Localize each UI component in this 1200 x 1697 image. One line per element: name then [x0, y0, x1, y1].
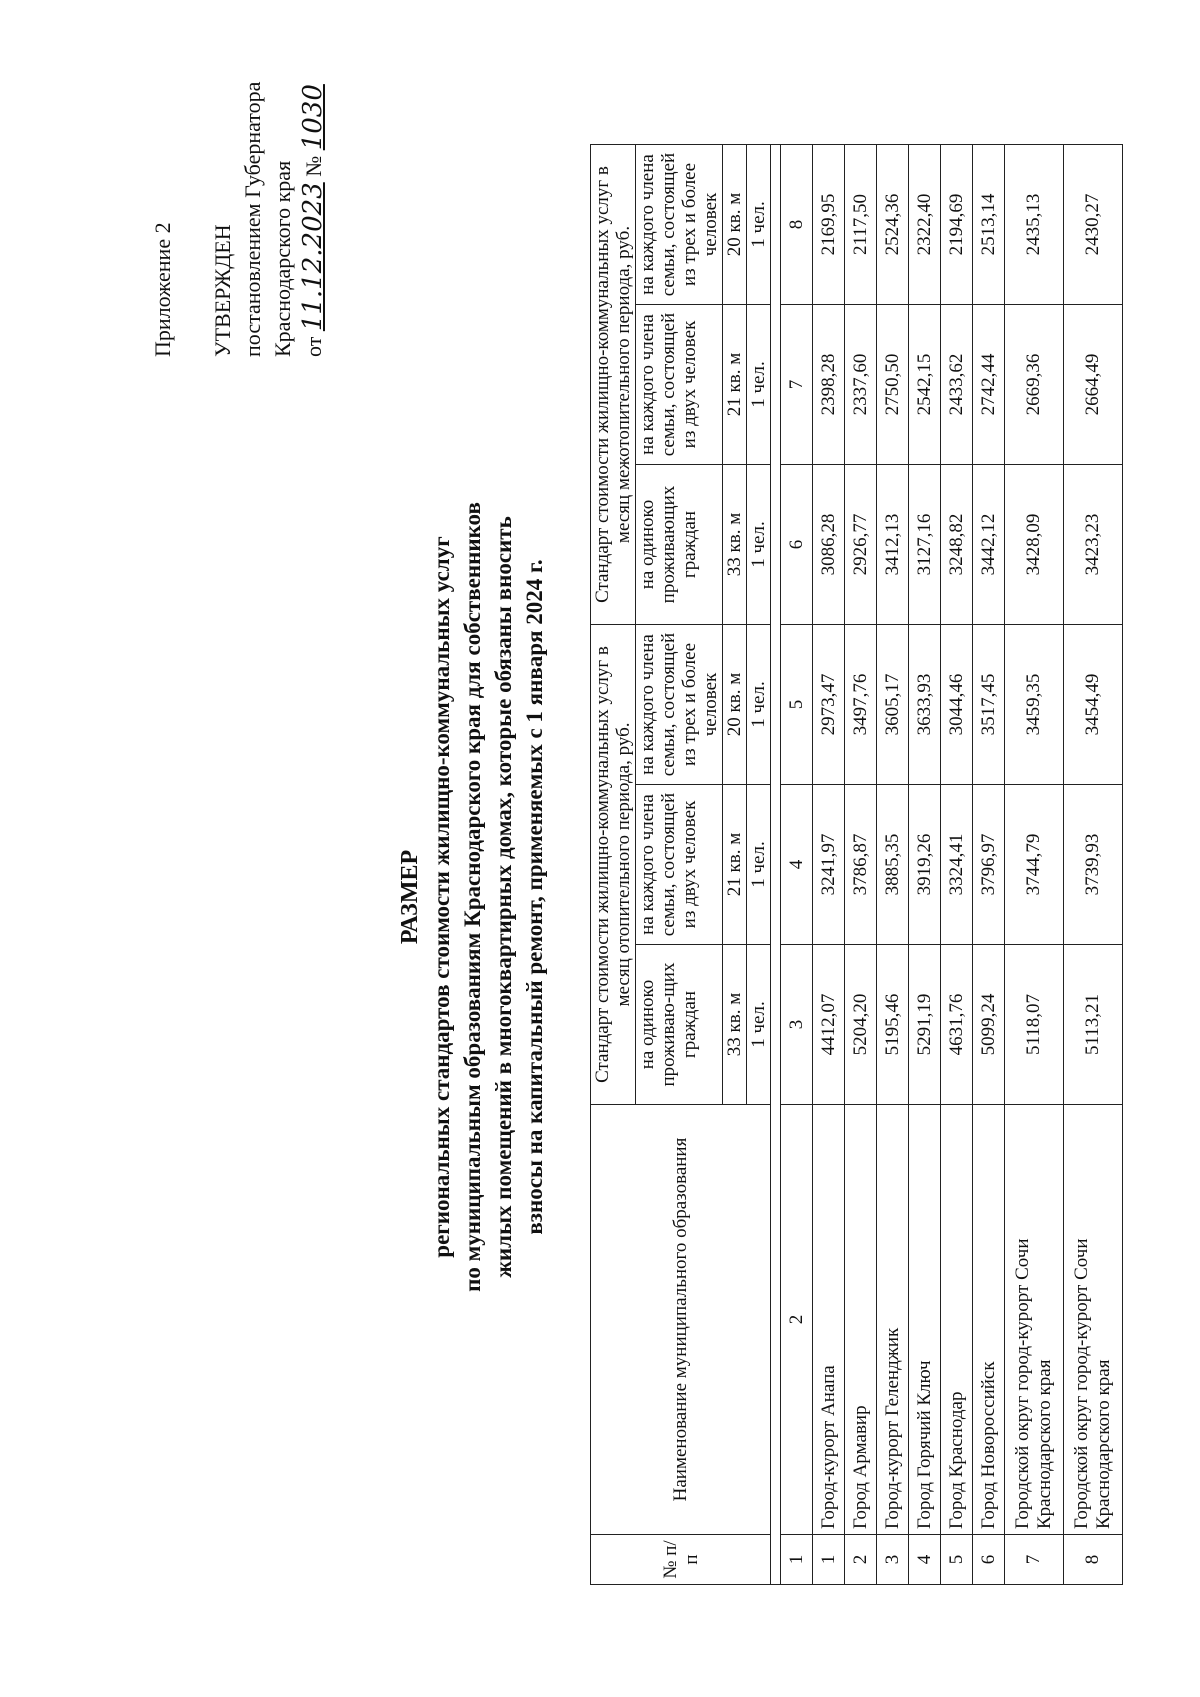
approval-block — [148, 17, 329, 357]
header-area: 33 кв. м — [723, 465, 747, 625]
row-number: 5 — [941, 1535, 973, 1585]
value-cell: 2669,36 — [1005, 305, 1064, 465]
column-index: 1 — [781, 1535, 813, 1585]
value-cell: 5118,07 — [1005, 945, 1064, 1105]
row-number: 1 — [813, 1535, 845, 1585]
municipality-name: Город Краснодар — [941, 1105, 973, 1535]
value-cell: 3044,46 — [941, 625, 973, 785]
value-cell: 5099,24 — [973, 945, 1005, 1105]
value-cell: 3605,17 — [877, 625, 909, 785]
heading-line-4: взносы на капитальный ремонт, применяемых с 1 января 2024 г. — [522, 559, 547, 1235]
value-cell: 5195,46 — [877, 945, 909, 1105]
value-cell: 2973,47 — [813, 625, 845, 785]
value-cell: 5291,19 — [909, 945, 941, 1105]
value-cell: 3786,87 — [845, 785, 877, 945]
value-cell: 2169,95 — [813, 144, 845, 304]
value-cell: 2322,40 — [909, 144, 941, 304]
value-cell: 3248,82 — [941, 465, 973, 625]
approval-line-2: Краснодарского края — [270, 160, 295, 357]
table-row — [813, 144, 845, 1584]
row-number: 6 — [973, 1535, 1005, 1585]
document-heading — [395, 237, 550, 1557]
header-person: 1 чел. — [747, 945, 771, 1105]
value-cell: 3744,79 — [1005, 785, 1064, 945]
table-row — [1005, 144, 1064, 1584]
municipality-name: Город-курорт Анапа — [813, 1105, 845, 1535]
header-two-persons: на каждого члена семьи, состоящей из двух человек — [636, 785, 723, 945]
row-number: 8 — [1064, 1535, 1123, 1585]
value-cell: 3423,23 — [1064, 465, 1123, 625]
header-area: 21 кв. м — [723, 785, 747, 945]
heading-line-3: жилых помещений в многоквартирных домах, которые обязаны вносить — [491, 516, 516, 1278]
value-cell: 3454,49 — [1064, 625, 1123, 785]
value-cell: 2542,15 — [909, 305, 941, 465]
header-three-persons: на каждого члена семьи, состоящей из трех и более человек — [636, 144, 723, 304]
header-single: на одиноко проживающих граждан — [636, 465, 723, 625]
header-person: 1 чел. — [747, 785, 771, 945]
column-index: 3 — [781, 945, 813, 1105]
column-index: 2 — [781, 1105, 813, 1535]
approval-date: 11.12.2023 — [298, 182, 328, 332]
column-index: 5 — [781, 625, 813, 785]
value-cell: 3442,12 — [973, 465, 1005, 625]
header-area: 33 кв. м — [723, 945, 747, 1105]
value-cell: 3428,09 — [1005, 465, 1064, 625]
row-number: 7 — [1005, 1535, 1064, 1585]
municipality-name: Город Армавир — [845, 1105, 877, 1535]
column-index: 8 — [781, 144, 813, 304]
value-cell: 3086,28 — [813, 465, 845, 625]
value-cell: 2513,14 — [973, 144, 1005, 304]
value-cell: 2430,27 — [1064, 144, 1123, 304]
number-prefix: № — [301, 155, 326, 177]
date-prefix: от — [301, 336, 326, 357]
value-cell: 4412,07 — [813, 945, 845, 1105]
value-cell: 3739,93 — [1064, 785, 1123, 945]
approval-line-1: постановлением Губернатора — [240, 81, 265, 357]
value-cell: 3324,41 — [941, 785, 973, 945]
value-cell: 2750,50 — [877, 305, 909, 465]
municipality-name: Город Новороссийск — [973, 1105, 1005, 1535]
value-cell: 2524,36 — [877, 144, 909, 304]
municipality-name: Город Горячий Ключ — [909, 1105, 941, 1535]
value-cell: 3412,13 — [877, 465, 909, 625]
row-number: 2 — [845, 1535, 877, 1585]
value-cell: 5204,20 — [845, 945, 877, 1105]
header-person: 1 чел. — [747, 305, 771, 465]
value-cell: 2337,60 — [845, 305, 877, 465]
heading-line-1: региональных стандартов стоимости жилищно-коммунальных услуг — [429, 536, 454, 1258]
value-cell: 3497,76 — [845, 625, 877, 785]
header-three-persons: на каждого члена семьи, состоящей из трех и более человек — [636, 625, 723, 785]
header-municipality: Наименование муниципального образования — [591, 1105, 771, 1535]
approval-number: 1030 — [298, 84, 328, 151]
value-cell: 3127,16 — [909, 465, 941, 625]
value-cell: 2435,13 — [1005, 144, 1064, 304]
value-cell: 3633,93 — [909, 625, 941, 785]
row-number: 3 — [877, 1535, 909, 1585]
value-cell: 2398,28 — [813, 305, 845, 465]
value-cell: 5113,21 — [1064, 945, 1123, 1105]
value-cell: 2433,62 — [941, 305, 973, 465]
header-area: 20 кв. м — [723, 144, 747, 304]
header-area: 21 кв. м — [723, 305, 747, 465]
header-two-persons: на каждого члена семьи, состоящей из двух человек — [636, 305, 723, 465]
column-index: 6 — [781, 465, 813, 625]
table-row — [845, 144, 877, 1584]
column-index: 4 — [781, 785, 813, 945]
municipality-name: Город-курорт Геленджик — [877, 1105, 909, 1535]
header-area: 20 кв. м — [723, 625, 747, 785]
column-index: 7 — [781, 305, 813, 465]
standards-table — [590, 144, 1123, 1585]
standards-table-wrap — [590, 145, 1123, 1585]
municipality-name: Городской округ город-курорт Сочи Краснодарского края — [1064, 1105, 1123, 1535]
table-row — [877, 144, 909, 1584]
header-heating-period: Стандарт стоимости жилищно-коммунальных услуг в месяц отопительного периода, руб. — [591, 625, 636, 1105]
value-cell: 3919,26 — [909, 785, 941, 945]
header-person: 1 чел. — [747, 625, 771, 785]
header-person: 1 чел. — [747, 144, 771, 304]
municipality-name: Городской округ город-курорт Сочи Краснодарского края — [1005, 1105, 1064, 1535]
header-single: на одиноко проживаю-щих граждан — [636, 945, 723, 1105]
value-cell: 2194,69 — [941, 144, 973, 304]
header-number: № п/п — [591, 1535, 771, 1585]
value-cell: 4631,76 — [941, 945, 973, 1105]
table-row — [1064, 144, 1123, 1584]
value-cell: 2742,44 — [973, 305, 1005, 465]
heading-line-2: по муниципальным образованиям Краснодарского края для собственников — [460, 502, 485, 1292]
table-row — [973, 144, 1005, 1584]
table-row — [909, 144, 941, 1584]
value-cell: 3517,45 — [973, 625, 1005, 785]
appendix-label: Приложение 2 — [150, 222, 175, 357]
header-nonheating-period: Стандарт стоимости жилищно-коммунальных услуг в месяц межотопительного периода, руб. — [591, 144, 636, 624]
row-number: 4 — [909, 1535, 941, 1585]
column-index-row — [781, 144, 813, 1584]
document-title: РАЗМЕР — [397, 849, 423, 945]
value-cell: 3796,97 — [973, 785, 1005, 945]
value-cell: 2926,77 — [845, 465, 877, 625]
approval-date-line — [298, 17, 329, 357]
approved-label: УТВЕРЖДЕН — [210, 224, 235, 357]
value-cell: 2664,49 — [1064, 305, 1123, 465]
header-person: 1 чел. — [747, 465, 771, 625]
value-cell: 3241,97 — [813, 785, 845, 945]
value-cell: 2117,50 — [845, 144, 877, 304]
table-row — [941, 144, 973, 1584]
value-cell: 3459,35 — [1005, 625, 1064, 785]
value-cell: 3885,35 — [877, 785, 909, 945]
